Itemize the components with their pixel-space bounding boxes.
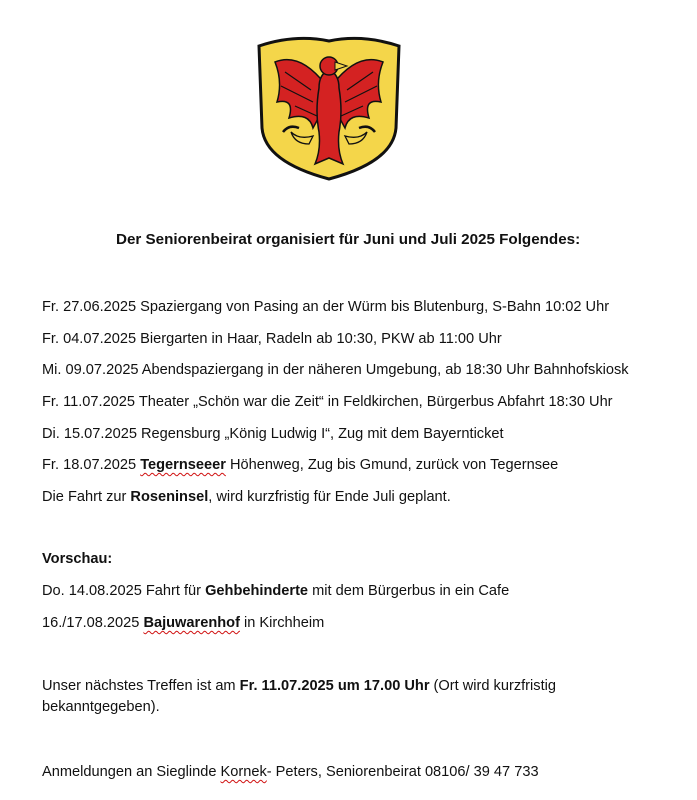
- event-line: Di. 15.07.2025 Regensburg „König Ludwig I“, Zug mit dem Bayernticket: [42, 426, 504, 442]
- event-line: Fr. 27.06.2025 Spaziergang von Pasing an der Würm bis Blutenburg, S-Bahn 10:02 Uhr: [42, 299, 610, 315]
- preview-item: Do. 14.08.2025 Fahrt für Gehbehinderte mit dem Bürgerbus in ein Cafe: [42, 583, 510, 599]
- preview-item: 16./17.08.2025 Bajuwarenhof in Kirchheim: [42, 615, 325, 631]
- event-line: Mi. 09.07.2025 Abendspaziergang in der näheren Umgebung, ab 18:30 Uhr Bahnhofskiosk: [42, 362, 629, 378]
- coat-of-arms-icon: [255, 32, 403, 182]
- contact-line: Anmeldungen an Sieglinde Kornek- Peters, Seniorenbeirat 08106/ 39 47 733: [42, 764, 539, 780]
- event-line: Fr. 18.07.2025 Tegernseeer Höhenweg, Zug bis Gmund, zurück von Tegernsee: [42, 457, 559, 473]
- event-line: Fr. 04.07.2025 Biergarten in Haar, Radeln ab 10:30, PKW ab 11:00 Uhr: [42, 331, 502, 347]
- event-line: Die Fahrt zur Roseninsel, wird kurzfristig für Ende Juli geplant.: [42, 489, 451, 505]
- event-line: Fr. 11.07.2025 Theater „Schön war die Zeit“ in Feldkirchen, Bürgerbus Abfahrt 18:30 Uhr: [42, 394, 613, 410]
- meeting-info: Unser nächstes Treffen ist am Fr. 11.07.2025 um 17.00 Uhr (Ort wird kurzfristig bekanntgegeben).: [42, 678, 556, 715]
- preview-heading: Vorschau:: [42, 551, 113, 567]
- page-title: Der Seniorenbeirat organisiert für Juni und Juli 2025 Folgendes:: [116, 231, 581, 248]
